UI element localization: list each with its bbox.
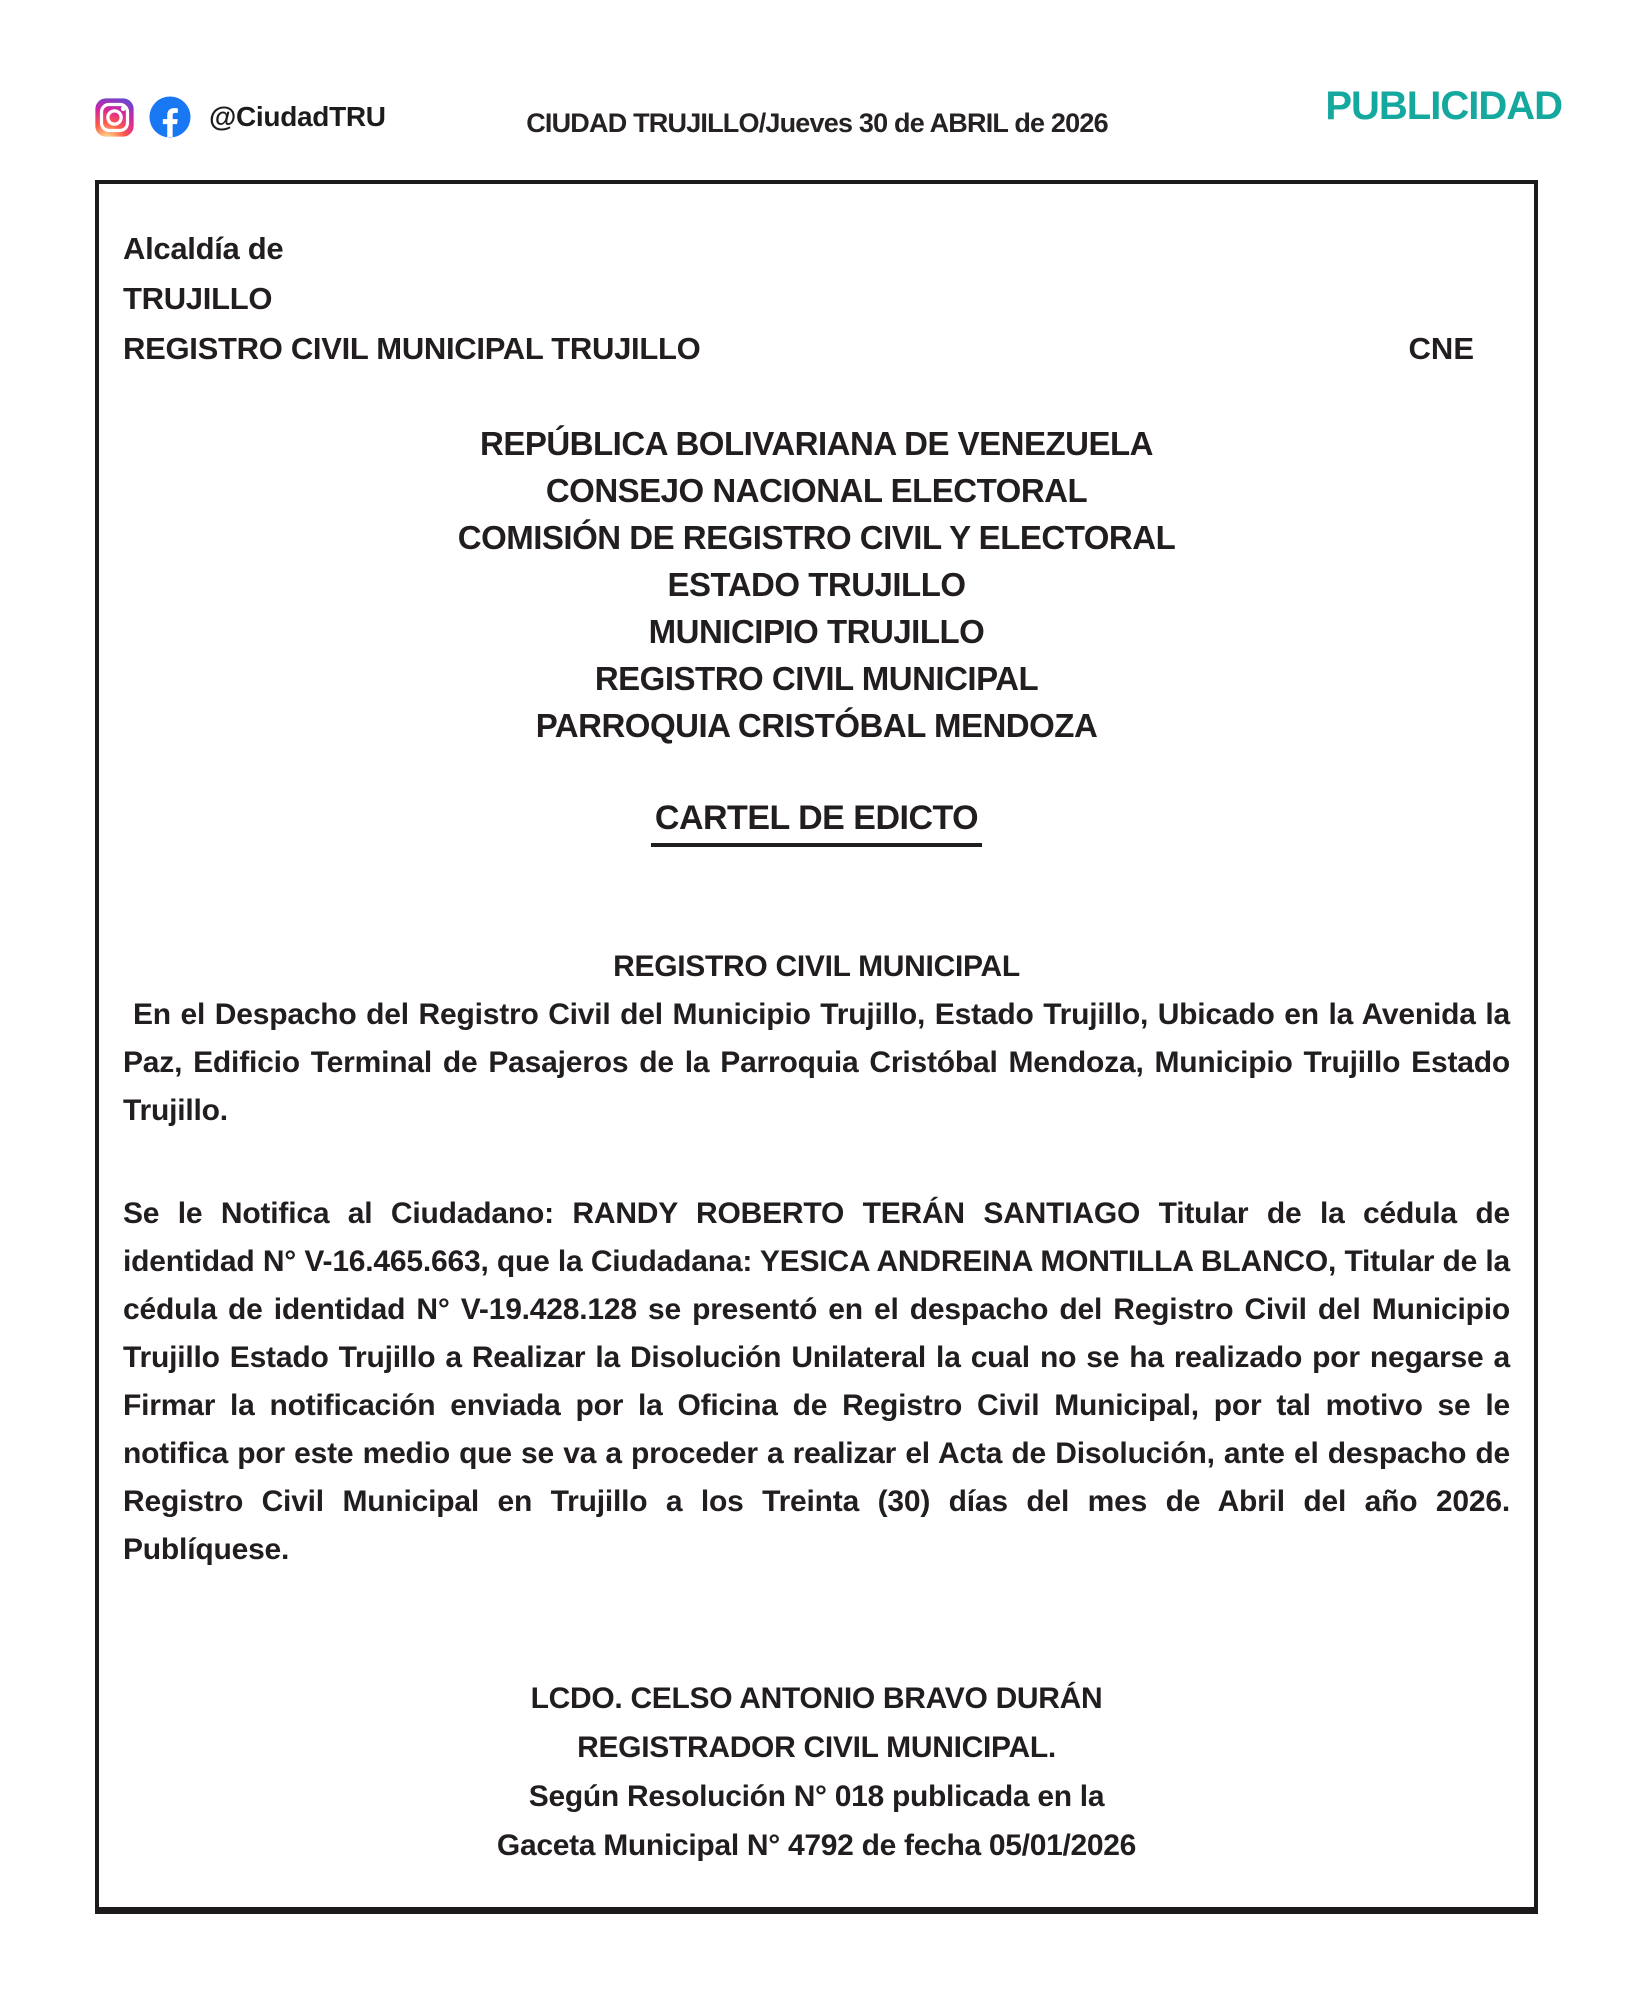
org-line-alcaldia: Alcaldía de [123, 231, 284, 266]
header-line-estado: ESTADO TRUJILLO [667, 566, 966, 603]
org-line-registro: REGISTRO CIVIL MUNICIPAL TRUJILLO [123, 331, 701, 366]
signature-title: REGISTRADOR CIVIL MUNICIPAL. [577, 1731, 1056, 1764]
header-line-comision: COMISIÓN DE REGISTRO CIVIL Y ELECTORAL [457, 519, 1176, 556]
header-line-registro-civil: REGISTRO CIVIL MUNICIPAL [594, 660, 1039, 697]
org-row [123, 324, 1510, 374]
signature-resolution: Según Resolución N° 018 publicada en la [528, 1780, 1105, 1813]
official-header-block [123, 420, 1510, 749]
header-line-republica: REPÚBLICA BOLIVARIANA DE VENEZUELA [480, 425, 1153, 462]
signature-block [123, 1674, 1510, 1870]
cne-label: CNE [1408, 331, 1474, 366]
edict-document [95, 180, 1538, 1914]
signature-gaceta: Gaceta Municipal N° 4792 de fecha 05/01/2026 [496, 1829, 1137, 1862]
edict-title: CARTEL DE EDICTO [651, 799, 982, 847]
paragraph-notification: Se le Notifica al Ciudadano: RANDY ROBERTO TERÁN SANTIAGO Titular de la cédula de identidad N° V-16.465.663, que la Ciudadana: YESICA ANDREINA MONTILLA BLANCO, Titular de la cédula de identidad N° V-19.428.128 se presentó en el despacho del Registro Civil del Municipio Trujillo Estado Trujillo a Realizar la Disolución Unilateral la cual no se ha realizado por negarse a Firmar la notificación enviada por la Oficina de Registro Civil Municipal, por tal motivo se le notifica por este medio que se va a proceder a realizar el Acta de Disolución, ante el despacho de Registro Civil Municipal en Trujillo a los Treinta (30) días del mes de Abril del año 2026. Publíquese. [123, 1197, 1510, 1566]
social-handle: @CiudadTRU [209, 101, 386, 132]
header-line-consejo: CONSEJO NACIONAL ELECTORAL [545, 472, 1088, 509]
signature-name: LCDO. CELSO ANTONIO BRAVO DURÁN [530, 1682, 1103, 1715]
header-line-municipio: MUNICIPIO TRUJILLO [648, 613, 985, 650]
masthead-date-line: CIUDAD TRUJILLO/Jueves 30 de ABRIL de 2026 [526, 108, 1108, 138]
section-title: REGISTRO CIVIL MUNICIPAL [613, 950, 1020, 983]
org-line-trujillo: TRUJILLO [123, 281, 273, 316]
paragraph-office-location: En el Despacho del Registro Civil del Municipio Trujillo, Estado Trujillo, Ubicado en la Avenida la Paz, Edificio Terminal de Pasajeros de la Parroquia Cristóbal Mendoza, Municipio Trujillo Estado Trujillo. [123, 998, 1510, 1127]
edict-title-wrap [123, 799, 1510, 847]
header-line-parroquia: PARROQUIA CRISTÓBAL MENDOZA [535, 707, 1098, 744]
publicidad-label: PUBLICIDAD [1325, 84, 1562, 128]
